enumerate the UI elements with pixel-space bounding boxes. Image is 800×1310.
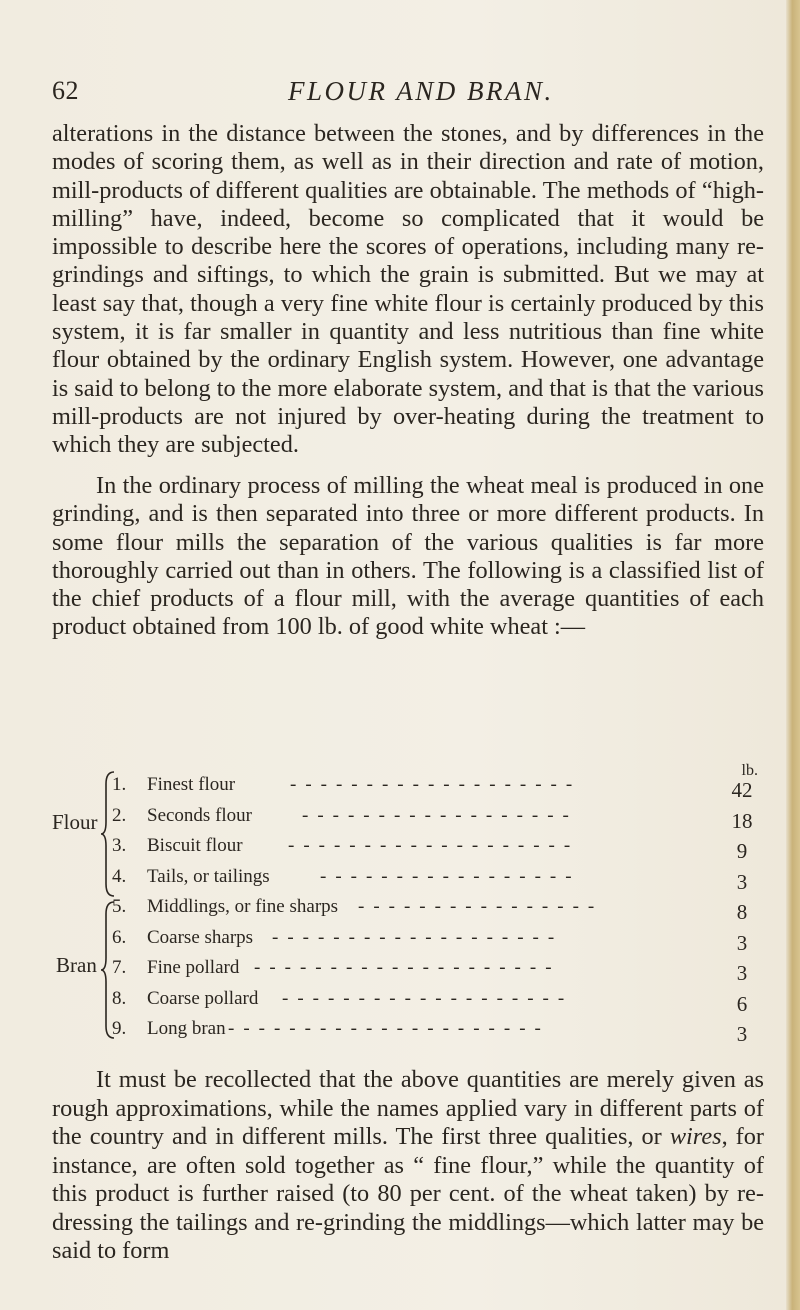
table-row	[50, 866, 770, 892]
quantity-value: 18	[731, 808, 753, 833]
quantity-value: 3	[736, 930, 748, 955]
table-row	[50, 805, 770, 831]
product-name: Fine pollard	[147, 957, 240, 978]
row-number: 1.	[112, 774, 127, 795]
dot-leader: ----------------	[358, 896, 604, 917]
paragraph-3-part-1: It must be recollected that the above quantities are merely given as rough approximations, while the names applied vary in different parts of the country and in different mills. The first three qualities, or	[52, 1066, 764, 1150]
paragraph-1	[52, 120, 764, 460]
paragraph-3	[52, 1066, 764, 1266]
page-edge	[786, 0, 800, 1310]
row-number: 3.	[112, 835, 127, 856]
product-name: Seconds flour	[147, 804, 253, 826]
row-number: 5.	[112, 896, 127, 917]
quantity-value: 6	[736, 991, 748, 1016]
row-number: 9.	[112, 1018, 127, 1039]
paragraph-3-part-2: , for instance, are often sold together as “ fine flour,” while the quantity of this product is further raised (to 80 per cent. of the wheat taken) by re-dressing the tailings and re-grinding the middlings—which latter may be said to form	[52, 1123, 765, 1264]
page-number: 62	[52, 76, 79, 105]
quantity-value: 42	[731, 778, 753, 802]
row-number: 6.	[112, 926, 127, 948]
dot-leader: -------------------	[272, 926, 564, 948]
mill-products-table	[50, 760, 770, 1050]
dot-leader: -------------------	[288, 835, 580, 856]
row-number: 7.	[112, 957, 127, 978]
quantity-value: 3	[736, 961, 748, 985]
table-row	[50, 988, 770, 1014]
product-name: Long bran	[147, 1018, 226, 1039]
quantity-value: 3	[736, 869, 748, 894]
dot-leader: ---------------------	[228, 1018, 550, 1039]
product-name: Middlings, or fine sharps	[147, 896, 339, 917]
paragraph-2-text: In the ordinary process of milling the wheat meal is produced in one grinding, and is then separated into three or more different products. In some flour mills the separation of the various qualities is far more thoroughly carried out than in others. The following is a classified list of the chief products of a flour mill, with the average quantities of each product obtained from 100 lb. of good white wheat :—	[52, 472, 764, 641]
quantity-value: 3	[736, 1022, 748, 1046]
dot-leader: -------------------	[282, 987, 574, 1009]
group-label-bran: Bran	[56, 953, 97, 977]
unit-label: lb.	[741, 762, 758, 779]
group-label-flour: Flour	[52, 810, 98, 834]
product-name: Finest flour	[147, 774, 236, 795]
dot-leader: --------------------	[254, 957, 561, 978]
paragraph-1-text: alterations in the distance between the stones, and by differences in the modes of scoring them, as well as in their direction and rate of motion, mill-products of different qualities are obtainable. The methods of “high-milling” have, indeed, become so complicated that it would be impossible to describe here the scores of operations, including many re-grindings and siftings, to which the grain is submitted. But we may at least say that, though a very fine white flour is certainly produced by this system, it is far smaller in quantity and less nutritious than fine white flour obtained by the ordinary English system. However, one advantage is said to belong to the more elaborate system, and that is that the various mill-products are not injured by over-heating during the treatment to which they are subjected.	[52, 120, 764, 459]
row-number: 2.	[112, 804, 127, 826]
quantity-value: 9	[736, 839, 748, 863]
paragraph-3-text	[52, 1066, 764, 1266]
paragraph-2	[52, 472, 764, 642]
dot-leader: ------------------	[302, 804, 578, 826]
dot-leader: -------------------	[290, 774, 582, 795]
product-name: Coarse pollard	[147, 987, 259, 1009]
row-number: 4.	[112, 865, 127, 887]
table-row	[50, 835, 770, 861]
product-name: Biscuit flour	[147, 835, 243, 856]
table-row	[50, 957, 770, 983]
table-row	[50, 896, 770, 922]
quantity-value: 8	[736, 900, 748, 924]
table-row	[50, 774, 770, 800]
product-name: Coarse sharps	[147, 926, 254, 948]
table-row	[50, 1018, 770, 1044]
table-row	[50, 927, 770, 953]
row-number: 8.	[112, 987, 127, 1009]
term-wires: wires	[669, 1123, 722, 1150]
dot-leader: -----------------	[320, 865, 581, 887]
product-name: Tails, or tailings	[147, 865, 270, 887]
running-head: FLOUR AND BRAN.	[288, 76, 554, 106]
